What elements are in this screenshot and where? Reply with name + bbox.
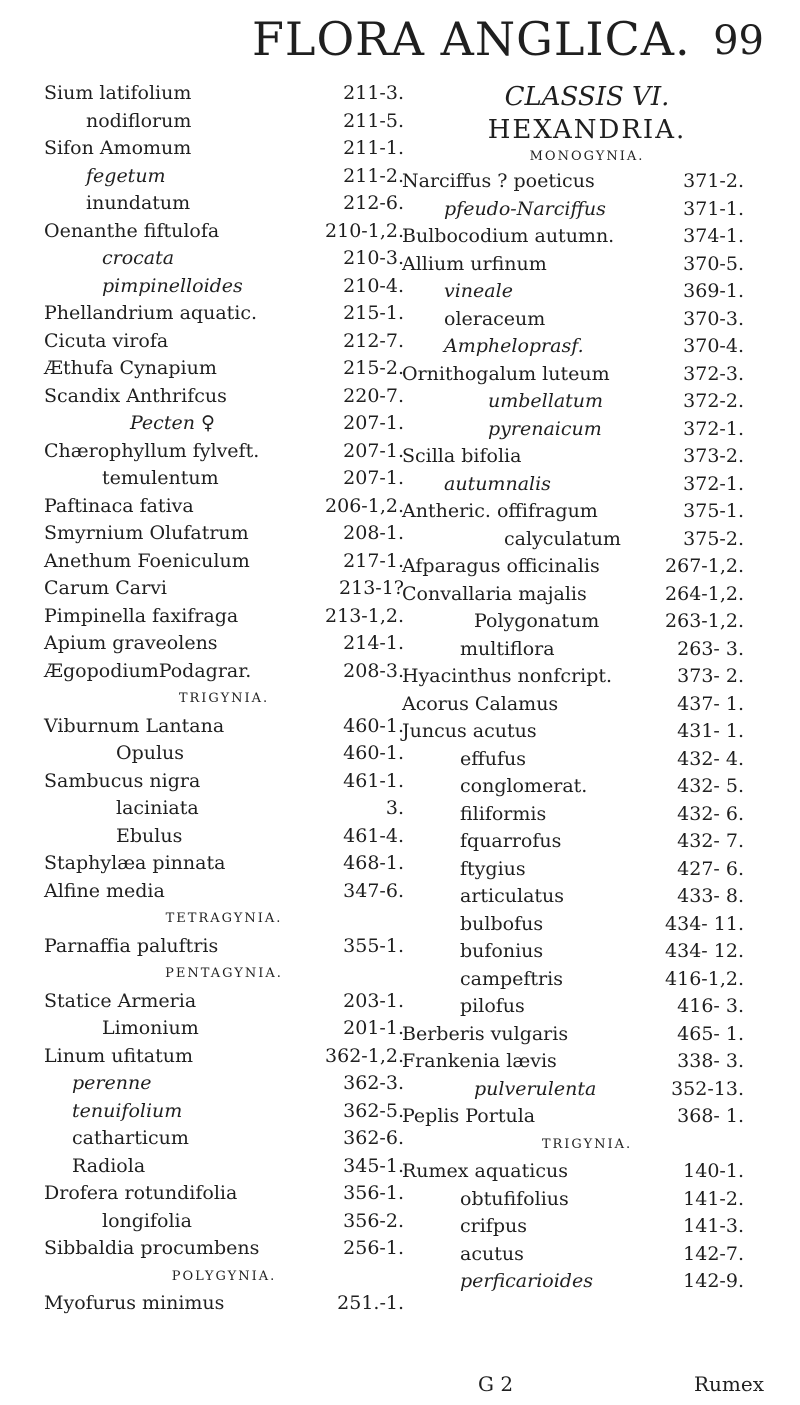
entry-page-ref: 374-1. [683,225,744,247]
entry-name: Statice Armeria [44,989,197,1012]
order-heading: MONOGYNIA. [529,149,645,164]
index-entry [44,1125,404,1153]
entry-page-ref: 142-9. [683,1270,744,1292]
entry-page-ref: 372-1. [683,472,744,495]
entry-page-ref: 263- 3. [677,637,744,660]
entry-name: Ebulus [116,824,183,847]
entry-name: Scilla bifolia [402,445,522,467]
entry-name: perenne [72,1072,152,1094]
index-entry [402,251,772,279]
entry-name: obtufifolius [460,1187,569,1210]
entry-name: Juncus acutus [402,720,537,742]
entry-page-ref: 213-1,2. [325,604,404,627]
entry-name: tenuifolium [72,1099,183,1122]
entry-name: acutus [460,1242,524,1265]
index-entry [402,526,772,554]
entry-page-ref: 211-5. [343,109,404,132]
entry-name: Hyacinthus nonfcript. [402,665,613,687]
entry-page-ref: 356-2. [343,1209,404,1232]
entry-name: Pimpinella faxifraga [44,604,239,627]
entry-page-ref: 203-1. [343,989,404,1012]
entry-name: inundatum [86,192,191,214]
index-entry [44,933,404,961]
index-entry [44,878,404,906]
entry-name: Sambucus nigra [44,769,201,792]
entry-page-ref: 460-1. [343,742,404,764]
index-entry [402,223,772,251]
index-entry [44,493,404,521]
index-entry [402,636,772,664]
entry-name: conglomerat. [460,775,588,797]
index-entry [402,718,772,746]
index-entry [402,581,772,609]
entry-name: Drofera rotundifolia [44,1182,238,1204]
entry-name: Polygonatum [474,610,600,632]
entry-name: Paftinaca fativa [44,494,194,517]
entry-name: Staphylæa pinnata [44,852,226,874]
entry-name: umbellatum [488,390,604,412]
entry-name: ÆgopodiumPodagrar. [44,659,252,682]
order-subheading: PENTAGYNIA. [165,966,283,981]
index-entry [402,1186,772,1214]
index-entry [44,768,404,796]
entry-page-ref: 434- 11. [665,912,744,935]
entry-page-ref: 212-7. [343,329,404,352]
index-entry [402,883,772,911]
entry-page-ref: 362-5. [343,1099,404,1122]
order-subheading: TETRAGYNIA. [165,911,283,926]
index-entry [44,163,404,191]
index-entry [44,328,404,356]
entry-page-ref: 210-1,2. [325,219,404,242]
entry-name: Cicuta virofa [44,329,169,352]
entry-name: Smyrnium Olufatrum [44,522,249,544]
index-entry [402,1158,772,1186]
entry-name: Linum ufitatum [44,1044,193,1067]
entry-page-ref: 264-1,2. [665,582,744,605]
entry-page-ref: 267-1,2. [665,555,744,577]
index-entry [44,713,404,741]
index-entry [44,575,404,603]
index-entry [402,691,772,719]
order-subheading: POLYGYNIA. [171,1268,277,1284]
classis-heading: CLASSIS VI. [504,82,670,112]
entry-page-ref: 208-3. [343,659,404,682]
entry-page-ref: 370-4. [683,335,744,357]
index-entry [44,383,404,411]
order-subheading: TRIGYNIA. [178,691,270,706]
entry-name: Parnaffia paluftris [44,934,219,957]
index-entry [44,630,404,658]
entry-name: Sium latifolium [44,82,192,104]
entry-page-ref: 372-3. [683,362,744,385]
entry-page-ref: 210-4. [343,274,404,297]
page-header [0,0,800,80]
entry-name: pyrenaicum [488,417,602,440]
index-entry [402,168,772,196]
index-entry [402,1103,772,1131]
index-entry [402,801,772,829]
entry-page-ref: 263-1,2. [665,610,744,632]
index-entry [402,361,772,389]
entry-page-ref: 375-1. [683,500,744,522]
entry-page-ref: 211-1. [343,137,404,159]
index-entry [402,746,772,774]
entry-page-ref: 370-5. [683,252,744,275]
entry-page-ref: 212-6. [343,192,404,214]
entry-page-ref: 375-2. [683,527,744,550]
entry-page-ref: 256-1. [343,1237,404,1259]
index-entry [402,196,772,224]
index-entry [44,520,404,548]
entry-name: bufonius [460,940,544,962]
catchword: Rumex [693,1372,764,1396]
entry-name: Allium urfinum [402,252,547,275]
index-entry [44,850,404,878]
entry-name: fquarrofus [460,830,562,852]
index-entry [44,1015,404,1043]
entry-name: Bulbocodium autumn. [402,225,615,247]
index-entry [44,1208,404,1236]
entry-name: pfeudo-Narciffus [444,197,606,220]
entry-page-ref: 369-1. [683,280,744,302]
entry-name: nodiflorum [86,109,192,132]
entry-page-ref: 207-1. [343,467,404,489]
entry-name: Chærophyllum fylveft. [44,439,260,462]
entry-page-ref: 461-4. [343,824,404,847]
entry-name: Antheric. offifragum [402,500,598,522]
entry-name: Limonium [102,1017,199,1039]
signature-mark: G 2 [478,1372,514,1396]
entry-page-ref: 345-1. [343,1154,404,1177]
entry-page-ref: 3. [385,797,404,819]
entry-name: Afparagus officinalis [402,555,600,577]
entry-name: Apium graveolens [44,632,218,654]
entry-name: Convallaria majalis [402,582,587,605]
entry-name: Peplis Portula [402,1105,536,1127]
entry-name: crifpus [460,1215,527,1237]
entry-page-ref: 433- 8. [677,885,744,907]
index-entry [402,278,772,306]
index-entry [402,938,772,966]
index-entry [44,300,404,328]
index-entry [402,828,772,856]
index-entry [44,740,404,768]
entry-name: Acorus Calamus [402,692,559,715]
index-entry [402,966,772,994]
index-entry [402,498,772,526]
entry-name: effufus [460,747,526,770]
right-column [402,80,772,1296]
index-entry [402,388,772,416]
entry-page-ref: 338- 3. [677,1050,744,1072]
index-entry [402,443,772,471]
entry-page-ref: 432- 4. [677,747,744,770]
index-entry [402,333,772,361]
entry-name: perficarioides [460,1270,593,1292]
index-entry [44,1098,404,1126]
index-entry [44,603,404,631]
entry-page-ref: 432- 7. [677,830,744,852]
entry-page-ref: 217-1. [343,549,404,572]
entry-page-ref: 362-1,2. [325,1044,404,1067]
entry-page-ref: 416- 3. [677,995,744,1017]
index-entry [44,355,404,383]
index-entry [402,1021,772,1049]
entry-page-ref: 215-1. [343,302,404,324]
index-entry [44,988,404,1016]
entry-page-ref: 211-3. [343,82,404,104]
order-subheading: TRIGYNIA. [541,1136,633,1152]
entry-name: campeftris [460,967,563,990]
entry-name: pimpinelloides [102,274,243,297]
entry-name: Viburnum Lantana [44,714,225,737]
entry-name: Ampheloprasf. [444,335,584,357]
entry-page-ref: 141-2. [683,1187,744,1210]
entry-name: Ornithogalum luteum [402,362,610,385]
index-entry [402,553,772,581]
index-entry [402,1076,772,1104]
entry-page-ref: 465- 1. [677,1022,744,1045]
entry-name: ftygius [460,857,526,880]
index-entry [44,465,404,493]
index-entry [44,795,404,823]
entry-name: autumnalis [444,472,551,495]
entry-page-ref: 370-3. [683,307,744,330]
entry-name: Narciffus ? poeticus [402,170,595,192]
entry-page-ref: 141-3. [683,1215,744,1237]
entry-page-ref: 431- 1. [677,720,744,742]
entry-name: Carum Carvi [44,577,167,599]
index-entry [44,190,404,218]
index-entry [44,108,404,136]
entry-name: Pecten ♀ [130,412,215,434]
index-entry [402,856,772,884]
entry-page-ref: 373-2. [683,445,744,467]
entry-page-ref: 347-6. [343,879,404,902]
entry-page-ref: 362-3. [343,1072,404,1094]
index-entry [44,135,404,163]
entry-name: Sifon Amomum [44,137,192,159]
entry-name: vineale [444,280,513,302]
entry-page-ref: 373- 2. [677,665,744,687]
entry-page-ref: 362-6. [343,1127,404,1149]
entry-page-ref: 437- 1. [677,692,744,715]
entry-page-ref: 215-2. [343,357,404,379]
entry-page-ref: 140-1. [683,1160,744,1182]
entry-page-ref: 371-1. [683,197,744,220]
entry-name: Opulus [116,742,185,764]
index-entry [402,1241,772,1269]
entry-name: Phellandrium aquatic. [44,302,258,324]
index-entry [402,471,772,499]
entry-page-ref: 434- 12. [665,940,744,962]
entry-page-ref: 356-1. [343,1182,404,1204]
entry-page-ref: 468-1. [343,852,404,874]
index-entry [44,548,404,576]
entry-name: articulatus [460,885,565,907]
index-entry [44,438,404,466]
entry-name: Radiola [72,1154,146,1177]
entry-name: Myofurus minimus [44,1292,225,1314]
entry-page-ref: 213-1? [339,577,404,599]
index-entry [44,1043,404,1071]
entry-name: pilofus [460,995,525,1017]
index-entry [44,1180,404,1208]
entry-name: Anethum Foeniculum [44,549,250,572]
entry-name: laciniata [116,797,199,819]
entry-page-ref: 206-1,2. [325,494,404,517]
class-name-heading: HEXANDRIA. [487,115,687,145]
index-entry [44,1070,404,1098]
entry-name: Æthufa Cynapium [44,357,217,379]
entry-page-ref: 432- 6. [677,802,744,825]
running-title: FLORA ANGLICA. [252,12,691,66]
entry-name: crocata [102,247,175,269]
index-entry [44,80,404,108]
index-entry [402,911,772,939]
left-column [44,80,404,1318]
entry-page-ref: 372-2. [683,390,744,412]
entry-page-ref: 416-1,2. [665,967,744,990]
entry-name: Berberis vulgaris [402,1022,569,1045]
entry-name: filiformis [460,802,547,825]
right-entries [402,168,772,1296]
entry-page-ref: 251.-1. [337,1292,404,1314]
index-entry [44,218,404,246]
page-number: 99 [713,18,764,64]
index-entry [44,273,404,301]
index-entry [402,1268,772,1296]
entry-page-ref: 368- 1. [677,1105,744,1127]
entry-name: calyculatum [504,527,621,550]
entry-name: Rumex aquaticus [402,1160,568,1182]
index-entry [44,658,404,686]
entry-name: temulentum [102,467,219,489]
entry-page-ref: 142-7. [683,1242,744,1265]
index-entry [402,773,772,801]
entry-name: longifolia [102,1209,192,1232]
entry-name: Alfine media [44,879,165,902]
entry-page-ref: 220-7. [343,384,404,407]
index-entry [402,306,772,334]
entry-name: fegetum [86,164,166,187]
entry-page-ref: 371-2. [683,170,744,192]
entry-page-ref: 208-1. [343,522,404,544]
entry-page-ref: 201-1. [343,1017,404,1039]
entry-page-ref: 427- 6. [677,857,744,880]
entry-name: Frankenia lævis [402,1050,557,1072]
entry-page-ref: 207-1. [343,412,404,434]
entry-name: Oenanthe fiftulofa [44,219,220,242]
index-entry [44,823,404,851]
entry-page-ref: 372-1. [683,417,744,440]
index-entry [44,1290,404,1318]
index-entry [402,993,772,1021]
index-entry [44,245,404,273]
entry-page-ref: 207-1. [343,439,404,462]
entry-name: Scandix Anthrifcus [44,384,227,407]
entry-page-ref: 461-1. [343,769,404,792]
index-entry [402,663,772,691]
entry-page-ref: 355-1. [343,934,404,957]
entry-page-ref: 460-1. [343,714,404,737]
entry-page-ref: 352-13. [671,1077,744,1100]
entry-name: Sibbaldia procumbens [44,1237,260,1259]
entry-page-ref: 210-3. [343,247,404,269]
index-entry [44,410,404,438]
index-entry [44,1235,404,1263]
index-entry [402,416,772,444]
index-entry [402,608,772,636]
index-entry [44,1153,404,1181]
entry-page-ref: 214-1. [343,632,404,654]
entry-name: bulbofus [460,912,544,935]
entry-name: catharticum [72,1127,189,1149]
index-entry [402,1213,772,1241]
index-entry [402,1048,772,1076]
entry-page-ref: 211-2. [343,164,404,187]
entry-name: oleraceum [444,307,546,330]
entry-name: multiflora [460,637,555,660]
entry-page-ref: 432- 5. [677,775,744,797]
entry-name: pulverulenta [474,1077,597,1100]
